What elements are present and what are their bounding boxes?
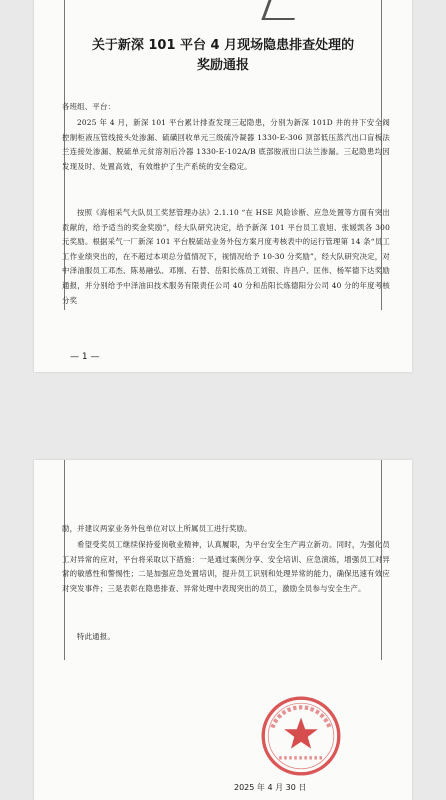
salutation: 各班组、平台： [62,102,116,111]
official-seal-icon [259,694,343,778]
paragraph-measures: 希望受奖员工继续保持爱岗敬业精神，认真履职，为平台安全生产再立新功。同时，为强化员工对异常的应对，平台将采取以下措施：一是通过案例分享、安全培训、应急演练，增强员工对异常的敏感性和警惕性；二是加强应急处置培训，提升员工识别和处理异常的能力，确保迅速有效应对突发事件；三是表彰在隐患排查、异常处理中表现突出的员工，激励全员参与安全生产。 [62,540,390,593]
issue-date: 2025 年 4 月 30 日 [234,783,307,792]
paragraph-2: 按照《海相采气大队员工奖惩管理办法》2.1.10 “在 HSE 风险诊断、应急处置等方面有突出贡献的，给予适当的奖金奖励”，经大队研究决定，给予新深 101 平台员工袁旭、张媛凯各 300 元奖励。根据采气一厂新深 101 平台脱硫站业务外包方案月度考核表中的运行管理第 14 条“员工工作业绩突出的，在不超过本项总分值情况下，视情况给予 10-30 分奖励”，经大队研究决定，对中泽油服员工邓杰、陈易融弘、邓刚、石替、岳阳长炼员工刘银、许昌户、匡伟、杨军德下达奖励通报，并分别给予中泽油田技术服务有限责任公司 40 分和岳阳长炼德阳分公司 40 分的年度考核分奖 [62,208,390,305]
closing-line: 特此通报。 [77,632,115,641]
paragraph-continued: 励，并建议两家业务外包单位对以上所属员工进行奖励。 [62,524,252,533]
title-line-2: 奖励通报 [196,58,249,73]
title-line-1: 关于新深 101 平台 4 月现场隐患排查处理的 [91,38,355,53]
document-page-1 [34,0,412,372]
document-title [34,36,412,76]
page-number: — 1 — [70,352,100,362]
document-page-2 [34,460,412,800]
paragraph-1: 2025 年 4 月，新深 101 平台累计排查发现三起隐患，分别为新深 101D 井的井下安全阀控制柜液压管线接头处渗漏、硫磺回收单元三级硫冷凝器 1330-E-306 顶部低压蒸汽出口盲板法兰连接处渗漏、脱硫单元贫溶剂后冷器 1330-E-102A/B 底部胺液出口法兰渗漏。三起隐患均因发现及时、处置高效，有效维护了生产系统的安全稳定。 [62,118,390,171]
